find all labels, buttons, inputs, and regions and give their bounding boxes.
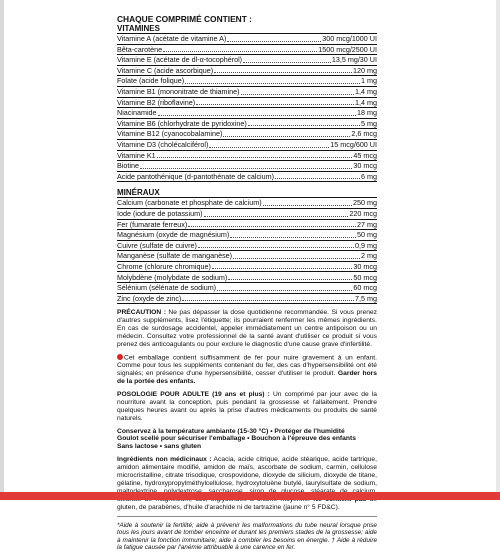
storage-block	[117, 428, 377, 452]
ingredients-tail: gluten, de parabènes, d'huile d'arachide ni de tartrazine (jaune n° 5 FD&C).	[117, 503, 340, 511]
precaution-label: PRÉCAUTION :	[117, 309, 166, 317]
nutrient-name: Calcium (carbonate et phosphate de calcium)	[117, 198, 262, 208]
storage-line-2: Goulot scellé pour sécuriser l'emballage • Bouchon à l'épreuve des enfants	[117, 435, 356, 443]
leader-dots	[196, 104, 354, 105]
minerals-row	[117, 251, 377, 262]
nutrient-name: Acide pantothénique (d-pantothénate de calcium)	[117, 171, 275, 181]
nutrient-amount: 30 mcg	[353, 161, 377, 171]
nutrient-name: Vitamine B2 (riboflavine)	[117, 97, 196, 107]
nutrient-name: Fer (fumarate ferreux)	[117, 219, 188, 229]
nutrient-amount: 60 mcg	[353, 283, 377, 293]
nutrient-name: Chrome (chlorure chromique)	[117, 261, 211, 271]
nutrient-name: Vitamine E (acétate de dl-α-tocophérol)	[117, 55, 243, 65]
nutrient-name: Iode (iodure de potassium)	[117, 209, 203, 218]
leader-dots	[275, 178, 360, 179]
nutrient-name: Vitamine B12 (cyanocobalamine)	[117, 129, 223, 139]
nutrient-amount: 120 mg	[353, 65, 377, 75]
minerals-row	[117, 294, 377, 305]
leader-dots	[263, 205, 352, 206]
leader-dots	[214, 72, 352, 73]
nutrient-amount: 6 mg	[361, 171, 377, 181]
iron-warning-bold: Garder hors de la portée des enfants.	[117, 370, 378, 385]
minerals-row	[117, 283, 377, 294]
iron-warning-paragraph	[117, 354, 377, 386]
nutrient-amount: 45 mcg	[353, 150, 377, 160]
nutrient-amount: 30 mcg	[353, 261, 377, 271]
nutrient-amount: 18 mg	[357, 108, 377, 118]
nutrient-amount: 1,4 mg	[355, 97, 377, 107]
nutrient-name: Bêta-carotène	[117, 44, 163, 54]
vitamins-row	[117, 45, 377, 56]
minerals-row	[117, 241, 377, 252]
leader-dots	[227, 41, 321, 42]
minerals-row	[117, 262, 377, 273]
leader-dots	[217, 290, 352, 291]
nutrient-amount: 250 mg	[353, 198, 377, 208]
leader-dots	[158, 115, 356, 116]
nutrient-amount: 15 mcg/600 UI	[330, 140, 377, 150]
leader-dots	[248, 125, 360, 126]
dosage-label: POSOLOGIE POUR ADULTE (19 ans et plus) :	[117, 390, 270, 398]
label-title: CHAQUE COMPRIMÉ CONTIENT :	[117, 14, 252, 24]
right-edge-strip	[496, 0, 500, 500]
nutrient-amount: 27 mg	[357, 219, 377, 229]
nutrient-name: Vitamine B1 (mononitrate de thiamine)	[117, 87, 240, 97]
divider	[117, 516, 377, 517]
nutrient-amount: 50 mg	[357, 230, 377, 240]
minerals-row	[117, 272, 377, 283]
footnote: *Aide à soutenir la fertilité; aide à prévenir les malformations du tube neural lorsque prise tous les jours avant de tomber enceinte et durant les premiers stades de la grossesse; aide à maintenir la fonction immunitaire; aide à combler les besoins en énergie. † Aide à réduire la fatigue causée par l'anémie attribuable à une carence en fer.	[117, 521, 377, 552]
nutrient-amount: 1500 mcg/2500 UI	[318, 44, 377, 54]
ingredients-label: Ingrédients non médicinaux :	[117, 456, 212, 464]
leader-dots	[188, 226, 356, 227]
leader-dots	[230, 237, 356, 238]
leader-dots	[140, 168, 352, 169]
dosage-paragraph	[117, 391, 377, 423]
nutrient-name: Sélénium (sélénate de sodium)	[117, 283, 217, 293]
nutrient-amount: 2,6 mcg	[351, 129, 377, 139]
nutrient-name: Folate (acide folique)	[117, 76, 185, 86]
vitamins-row	[117, 34, 377, 45]
leader-dots	[182, 300, 354, 301]
nutrient-amount: 13,5 mg/30 UI	[331, 55, 377, 65]
leader-dots	[223, 136, 350, 137]
leader-dots	[243, 62, 331, 63]
leader-dots	[163, 51, 317, 52]
dosage-text: Un comprimé par jour avec de la nourriture avant la conception, puis pendant la grossesse et l'allaitement. Prendre quelques heures avant ou après la prise d'autres médicaments ou produits de santé naturels.	[117, 390, 378, 422]
nutrient-name: Niacinamide	[117, 108, 157, 118]
storage-line-3: Sans lactose • sans gluten	[117, 443, 202, 451]
nutrient-name: Vitamine B6 (chlorhydrate de pyridoxine)	[117, 118, 247, 128]
nutrient-amount: 5 mg	[361, 118, 377, 128]
nutrient-amount: 50 mcg	[353, 272, 377, 282]
vitamins-table	[117, 33, 377, 182]
vitamins-row	[117, 119, 377, 130]
leader-dots	[157, 157, 353, 158]
minerals-row	[117, 230, 377, 241]
leader-dots	[185, 83, 360, 84]
minerals-row	[117, 198, 377, 209]
vitamins-row	[117, 151, 377, 162]
bottom-accent-bar	[0, 492, 500, 500]
vitamins-heading: VITAMINES	[117, 24, 160, 33]
leader-dots	[212, 268, 353, 269]
nutrient-amount: 220 mcg	[349, 209, 377, 218]
vitamins-row	[117, 129, 377, 140]
leader-dots	[209, 147, 329, 148]
warning-dot-icon	[117, 354, 123, 360]
vitamins-row	[117, 108, 377, 119]
vitamins-row	[117, 161, 377, 172]
nutrient-name: Manganèse (sulfate de manganèse)	[117, 251, 233, 261]
nutrient-amount: 7,5 mg	[355, 293, 377, 303]
precaution-text: Ne pas dépasser la dose quotidienne recommandée. Si vous prenez d'autres suppléments, lisez l'étiquette; ils pourraient renfermer les mêmes ingrédients. En cas de surdosage accidentel, appeler immédiatement un centre antipoison ou un médecin. Consultez votre professionnel de la santé avant d'utiliser ce produit si vous prenez des anticoagulants ou pour exclure le diagnostic d'une cause grave d'infertilité.	[117, 309, 377, 348]
nutrient-name: Vitamine A (acétate de vitamine A)	[117, 34, 227, 44]
nutrient-name: Magnésium (oxyde de magnésium)	[117, 230, 230, 240]
ingredients-paragraph	[117, 456, 377, 511]
nutrient-name: Vitamine C (acide ascorbique)	[117, 65, 214, 75]
vitamins-row	[117, 98, 377, 109]
vitamins-row	[117, 55, 377, 66]
nutrient-amount: 300 mcg/1000 UI	[322, 34, 377, 44]
vitamins-row	[117, 87, 377, 98]
vitamins-row	[117, 140, 377, 151]
minerals-heading: MINÉRAUX	[117, 188, 160, 198]
nutrient-amount: 2 mg	[361, 251, 377, 261]
nutrient-name: Cuivre (sulfate de cuivre)	[117, 240, 197, 250]
nutrient-name: Vitamine D3 (cholécalciférol)	[117, 140, 209, 150]
minerals-row	[117, 220, 377, 231]
vitamins-row	[117, 66, 377, 77]
vitamins-row	[117, 172, 377, 183]
ingredients-text: Acacia, acide citrique, acide stéarique, acide tartrique, amidon alimentaire modifié, amidon de maïs, ascorbate de sodium, carmin, cellulose microcristalline, citrate trisodique, crospovidone, dioxyde de silicium, dioxyde de titane, gélatine, hydroxypropylméthylcellulose, hydroxytoluène butylé, laurylsulfate de sodium,	[117, 456, 377, 487]
nutrient-name: Vitamine K1	[117, 150, 156, 160]
nutrient-name: Zinc (oxyde de zinc)	[117, 293, 182, 303]
nutrient-amount: 1 mg	[361, 76, 377, 86]
leader-dots	[233, 258, 360, 259]
left-edge-strip	[0, 0, 4, 500]
leader-dots	[204, 216, 349, 217]
nutrient-amount: 1,4 mg	[355, 87, 377, 97]
nutrient-name: Biotine	[117, 161, 139, 171]
minerals-row	[117, 209, 377, 220]
iron-warning-text: Cet emballage contient suffisamment de fer pour nuire gravement à un enfant. Comme pour tous les suppléments contenant du fer, des cas d'hypersensibilité ont été signalés; en présence d'une hypersensibilité, cesser d'utiliser le produit.	[117, 354, 377, 378]
vitamins-row	[117, 76, 377, 87]
precaution-paragraph	[117, 309, 377, 349]
nutrient-amount: 0,9 mg	[355, 240, 377, 250]
leader-dots	[228, 279, 352, 280]
nutrient-name: Molybdène (molybdate de sodium)	[117, 272, 228, 282]
storage-line-1: Conservez à la température ambiante (15-30 °C) • Protéger de l'humidité	[117, 427, 345, 435]
leader-dots	[198, 247, 354, 248]
minerals-table	[117, 197, 377, 304]
product-label-panel	[117, 14, 377, 552]
leader-dots	[241, 94, 354, 95]
